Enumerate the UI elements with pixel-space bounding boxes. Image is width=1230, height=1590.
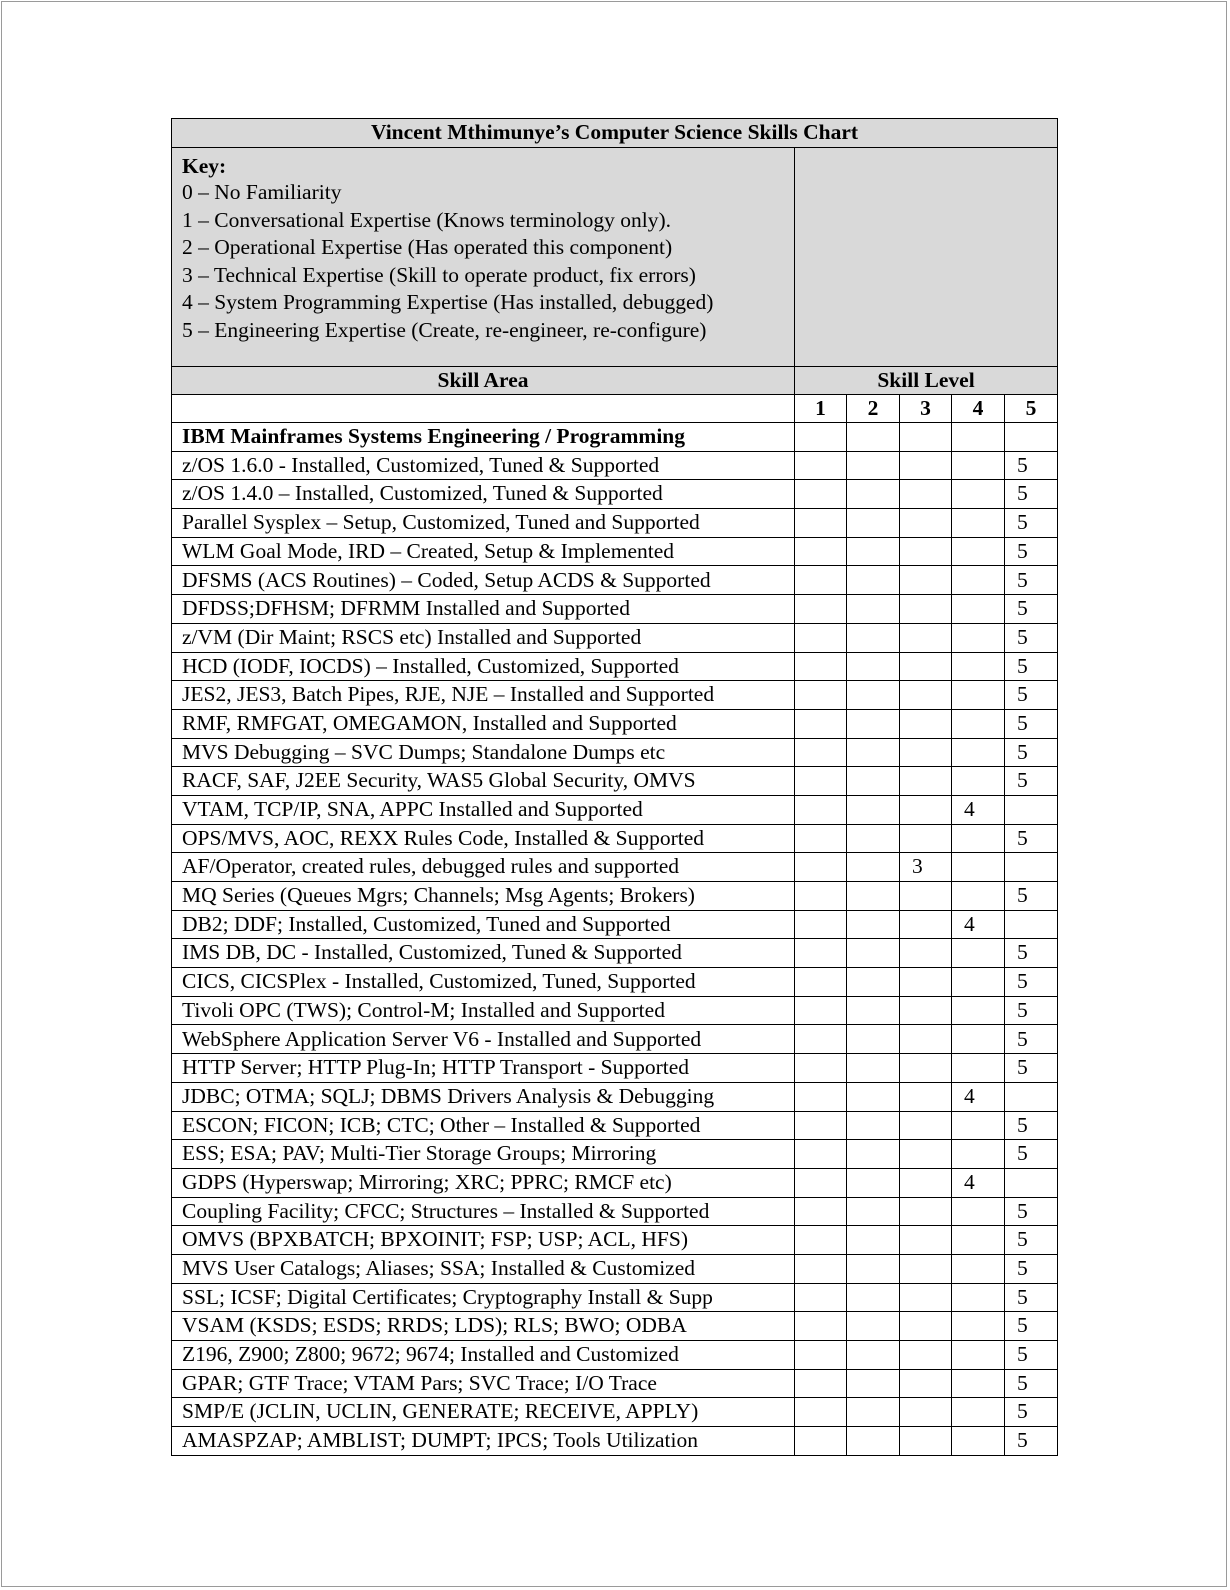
skill-name: SMP/E (JCLIN, UCLIN, GENERATE; RECEIVE, APPLY) — [172, 1398, 795, 1427]
empty-cell — [795, 1283, 847, 1312]
skill-level-value: 5 — [1005, 738, 1058, 767]
empty-cell — [795, 1140, 847, 1169]
empty-cell — [952, 1140, 1005, 1169]
empty-cell — [795, 1341, 847, 1370]
empty-cell — [1005, 795, 1058, 824]
empty-cell — [847, 738, 900, 767]
skill-level-value: 4 — [952, 1168, 1005, 1197]
skill-level-value: 5 — [1005, 996, 1058, 1025]
empty-cell — [847, 1369, 900, 1398]
empty-cell — [1005, 1082, 1058, 1111]
section-title: IBM Mainframes Systems Engineering / Programming — [172, 423, 795, 452]
table-row — [172, 1140, 1058, 1169]
empty-cell — [952, 853, 1005, 882]
empty-cell — [795, 681, 847, 710]
empty-cell — [952, 681, 1005, 710]
skill-level-value: 5 — [1005, 1341, 1058, 1370]
empty-cell — [847, 1140, 900, 1169]
empty-cell — [847, 1054, 900, 1083]
empty-cell — [952, 480, 1005, 509]
empty-cell — [795, 509, 847, 538]
empty-cell — [952, 709, 1005, 738]
empty-cell — [847, 1312, 900, 1341]
skill-name: AMASPZAP; AMBLIST; DUMPT; IPCS; Tools Utilization — [172, 1427, 795, 1456]
empty-cell — [952, 1427, 1005, 1456]
empty-cell — [900, 1168, 952, 1197]
empty-cell — [795, 939, 847, 968]
empty-cell — [847, 480, 900, 509]
skill-level-value: 5 — [1005, 1054, 1058, 1083]
empty-cell — [847, 709, 900, 738]
empty-cell — [900, 537, 952, 566]
empty-cell — [847, 939, 900, 968]
empty-cell — [847, 423, 900, 452]
table-row — [172, 1111, 1058, 1140]
table-row — [172, 1082, 1058, 1111]
table-row — [172, 1254, 1058, 1283]
empty-cell — [952, 1054, 1005, 1083]
key-item: 0 – No Familiarity — [182, 180, 342, 204]
skill-level-value: 5 — [1005, 451, 1058, 480]
empty-cell — [795, 968, 847, 997]
table-row — [172, 709, 1058, 738]
table-row — [172, 480, 1058, 509]
empty-cell — [952, 1398, 1005, 1427]
empty-cell — [795, 1398, 847, 1427]
skill-level-value: 5 — [1005, 537, 1058, 566]
empty-cell — [952, 423, 1005, 452]
empty-cell — [795, 1369, 847, 1398]
skill-name: z/VM (Dir Maint; RSCS etc) Installed and Supported — [172, 623, 795, 652]
empty-cell — [847, 537, 900, 566]
table-row — [172, 1369, 1058, 1398]
empty-cell — [847, 996, 900, 1025]
empty-cell — [795, 882, 847, 911]
table-row — [172, 767, 1058, 796]
empty-cell — [900, 423, 952, 452]
empty-cell — [847, 910, 900, 939]
skill-level-value: 5 — [1005, 1111, 1058, 1140]
empty-cell — [952, 939, 1005, 968]
empty-cell — [847, 1082, 900, 1111]
empty-cell — [900, 623, 952, 652]
empty-cell — [847, 767, 900, 796]
skill-name: Z196, Z900; Z800; 9672; 9674; Installed and Customized — [172, 1341, 795, 1370]
skill-name: GDPS (Hyperswap; Mirroring; XRC; PPRC; RMCF etc) — [172, 1168, 795, 1197]
empty-cell — [900, 882, 952, 911]
table-row — [172, 623, 1058, 652]
skill-name: DFSMS (ACS Routines) – Coded, Setup ACDS & Supported — [172, 566, 795, 595]
empty-cell — [847, 1226, 900, 1255]
skill-area-header: Skill Area — [172, 367, 795, 395]
empty-cell — [795, 595, 847, 624]
skill-name: SSL; ICSF; Digital Certificates; Cryptography Install & Supp — [172, 1283, 795, 1312]
skill-level-value: 5 — [1005, 767, 1058, 796]
empty-cell — [795, 1111, 847, 1140]
empty-cell — [847, 1111, 900, 1140]
skill-level-value: 5 — [1005, 1140, 1058, 1169]
skill-level-value: 5 — [1005, 1283, 1058, 1312]
empty-cell — [952, 1283, 1005, 1312]
empty-cell — [952, 1226, 1005, 1255]
empty-cell — [900, 681, 952, 710]
empty-cell — [952, 623, 1005, 652]
level-column-5: 5 — [1005, 395, 1058, 423]
empty-cell — [952, 1341, 1005, 1370]
skill-level-value: 5 — [1005, 623, 1058, 652]
empty-cell — [952, 1254, 1005, 1283]
empty-cell — [900, 1283, 952, 1312]
level-column-1: 1 — [795, 395, 847, 423]
skill-name: z/OS 1.6.0 - Installed, Customized, Tuned & Supported — [172, 451, 795, 480]
empty-cell — [795, 652, 847, 681]
skill-name: OMVS (BPXBATCH; BPXOINIT; FSP; USP; ACL, HFS) — [172, 1226, 795, 1255]
empty-cell — [795, 709, 847, 738]
empty-cell — [952, 1197, 1005, 1226]
table-row — [172, 652, 1058, 681]
empty-cell — [900, 738, 952, 767]
empty-cell — [900, 795, 952, 824]
skill-name: MVS User Catalogs; Aliases; SSA; Installed & Customized — [172, 1254, 795, 1283]
empty-cell — [952, 566, 1005, 595]
empty-cell — [900, 1427, 952, 1456]
skill-name: HCD (IODF, IOCDS) – Installed, Customized, Supported — [172, 652, 795, 681]
skill-name: GPAR; GTF Trace; VTAM Pars; SVC Trace; I/O Trace — [172, 1369, 795, 1398]
skill-level-value: 4 — [952, 795, 1005, 824]
empty-cell — [795, 1054, 847, 1083]
skill-name: MQ Series (Queues Mgrs; Channels; Msg Agents; Brokers) — [172, 882, 795, 911]
table-row — [172, 910, 1058, 939]
skill-level-value: 5 — [1005, 566, 1058, 595]
empty-cell — [900, 1082, 952, 1111]
empty-cell — [952, 738, 1005, 767]
empty-cell — [795, 566, 847, 595]
empty-cell — [900, 1111, 952, 1140]
skill-level-value: 5 — [1005, 709, 1058, 738]
empty-cell — [952, 595, 1005, 624]
empty-cell — [847, 1197, 900, 1226]
empty-cell — [900, 1312, 952, 1341]
empty-cell — [952, 882, 1005, 911]
key-item: 4 – System Programming Expertise (Has installed, debugged) — [182, 290, 714, 314]
skill-name: JDBC; OTMA; SQLJ; DBMS Drivers Analysis & Debugging — [172, 1082, 795, 1111]
skill-name: ESS; ESA; PAV; Multi-Tier Storage Groups; Mirroring — [172, 1140, 795, 1169]
empty-cell — [795, 1082, 847, 1111]
empty-cell — [847, 824, 900, 853]
level-column-3: 3 — [900, 395, 952, 423]
empty-cell — [900, 451, 952, 480]
skill-level-value: 5 — [1005, 1312, 1058, 1341]
skill-level-value: 5 — [1005, 509, 1058, 538]
key-legend — [172, 148, 795, 367]
empty-cell — [795, 795, 847, 824]
empty-cell — [900, 1341, 952, 1370]
empty-cell — [1005, 1168, 1058, 1197]
skill-level-value: 5 — [1005, 681, 1058, 710]
empty-cell — [847, 1398, 900, 1427]
empty-cell — [795, 1168, 847, 1197]
empty-cell — [900, 595, 952, 624]
skill-name: WebSphere Application Server V6 - Installed and Supported — [172, 1025, 795, 1054]
skill-level-value: 5 — [1005, 1025, 1058, 1054]
empty-cell — [952, 451, 1005, 480]
empty-cell — [795, 853, 847, 882]
empty-cell — [952, 824, 1005, 853]
empty-cell — [847, 1254, 900, 1283]
skill-name: JES2, JES3, Batch Pipes, RJE, NJE – Installed and Supported — [172, 681, 795, 710]
empty-cell — [952, 537, 1005, 566]
empty-cell — [900, 709, 952, 738]
skill-level-value: 4 — [952, 1082, 1005, 1111]
empty-cell — [795, 423, 847, 452]
empty-cell — [795, 1312, 847, 1341]
table-row — [172, 853, 1058, 882]
empty-cell — [900, 1226, 952, 1255]
skill-level-value: 5 — [1005, 480, 1058, 509]
empty-cell — [795, 738, 847, 767]
skill-level-value: 5 — [1005, 1226, 1058, 1255]
empty-cell — [952, 652, 1005, 681]
empty-cell — [900, 824, 952, 853]
table-row — [172, 1341, 1058, 1370]
empty-cell — [847, 681, 900, 710]
empty-cell — [795, 480, 847, 509]
table-row — [172, 824, 1058, 853]
chart-title: Vincent Mthimunye’s Computer Science Skills Chart — [172, 119, 1058, 148]
empty-cell — [952, 1312, 1005, 1341]
skill-level-value: 5 — [1005, 595, 1058, 624]
table-row — [172, 996, 1058, 1025]
empty-cell — [900, 767, 952, 796]
skill-name: VTAM, TCP/IP, SNA, APPC Installed and Supported — [172, 795, 795, 824]
table-row — [172, 537, 1058, 566]
skill-level-value: 5 — [1005, 1398, 1058, 1427]
skill-name: VSAM (KSDS; ESDS; RRDS; LDS); RLS; BWO; ODBA — [172, 1312, 795, 1341]
skill-level-value: 5 — [1005, 1369, 1058, 1398]
empty-cell — [900, 1025, 952, 1054]
empty-cell — [847, 968, 900, 997]
key-item: 2 – Operational Expertise (Has operated this component) — [182, 235, 673, 259]
empty-cell — [847, 1341, 900, 1370]
empty-cell — [952, 509, 1005, 538]
key-blank-cell — [795, 148, 1058, 367]
empty-cell — [795, 910, 847, 939]
empty-cell — [1005, 910, 1058, 939]
skill-name: Tivoli OPC (TWS); Control-M; Installed and Supported — [172, 996, 795, 1025]
key-heading: Key: — [182, 154, 227, 178]
empty-cell — [900, 910, 952, 939]
empty-cell — [900, 1369, 952, 1398]
empty-cell — [847, 1168, 900, 1197]
skill-level-value: 3 — [900, 853, 952, 882]
empty-cell — [847, 509, 900, 538]
skill-name: RACF, SAF, J2EE Security, WAS5 Global Security, OMVS — [172, 767, 795, 796]
empty-cell — [952, 1111, 1005, 1140]
empty-cell — [847, 595, 900, 624]
skill-name: DFDSS;DFHSM; DFRMM Installed and Supported — [172, 595, 795, 624]
empty-cell — [900, 480, 952, 509]
skill-name: z/OS 1.4.0 – Installed, Customized, Tuned & Supported — [172, 480, 795, 509]
empty-cell — [1005, 853, 1058, 882]
skill-level-value: 4 — [952, 910, 1005, 939]
empty-cell — [847, 1283, 900, 1312]
empty-cell — [952, 767, 1005, 796]
skill-level-value: 5 — [1005, 652, 1058, 681]
skill-name: CICS, CICSPlex - Installed, Customized, Tuned, Supported — [172, 968, 795, 997]
table-row — [172, 451, 1058, 480]
empty-cell — [847, 652, 900, 681]
empty-cell — [795, 1427, 847, 1456]
skill-level-value: 5 — [1005, 1254, 1058, 1283]
empty-cell — [1005, 423, 1058, 452]
empty-cell — [900, 1054, 952, 1083]
key-item: 1 – Conversational Expertise (Knows terminology only). — [182, 207, 672, 232]
empty-cell — [900, 1197, 952, 1226]
skill-level-value: 5 — [1005, 1427, 1058, 1456]
empty-cell — [795, 1197, 847, 1226]
level-column-4: 4 — [952, 395, 1005, 423]
empty-cell — [900, 1398, 952, 1427]
skill-level-value: 5 — [1005, 968, 1058, 997]
empty-cell — [795, 537, 847, 566]
empty-cell — [900, 996, 952, 1025]
table-row — [172, 1025, 1058, 1054]
empty-cell — [847, 882, 900, 911]
table-row — [172, 738, 1058, 767]
empty-cell — [847, 451, 900, 480]
empty-cell — [900, 1140, 952, 1169]
skill-level-header: Skill Level — [795, 367, 1058, 395]
skill-name: OPS/MVS, AOC, REXX Rules Code, Installed & Supported — [172, 824, 795, 853]
skill-level-value: 5 — [1005, 1197, 1058, 1226]
key-item: 3 – Technical Expertise (Skill to operate product, fix errors) — [182, 262, 696, 287]
empty-cell — [847, 1427, 900, 1456]
skills-chart-table — [171, 118, 1058, 1456]
table-row — [172, 1427, 1058, 1456]
skill-name: WLM Goal Mode, IRD – Created, Setup & Implemented — [172, 537, 795, 566]
empty-cell — [795, 824, 847, 853]
table-row — [172, 1197, 1058, 1226]
level-header-blank — [172, 395, 795, 423]
empty-cell — [952, 968, 1005, 997]
empty-cell — [900, 1254, 952, 1283]
table-row — [172, 1054, 1058, 1083]
empty-cell — [795, 1254, 847, 1283]
empty-cell — [847, 623, 900, 652]
empty-cell — [952, 996, 1005, 1025]
skill-level-value: 5 — [1005, 824, 1058, 853]
table-row — [172, 1226, 1058, 1255]
table-row — [172, 1398, 1058, 1427]
table-row — [172, 681, 1058, 710]
empty-cell — [900, 509, 952, 538]
skill-level-value: 5 — [1005, 882, 1058, 911]
empty-cell — [847, 566, 900, 595]
table-row — [172, 566, 1058, 595]
empty-cell — [900, 968, 952, 997]
skill-name: IMS DB, DC - Installed, Customized, Tuned & Supported — [172, 939, 795, 968]
empty-cell — [900, 652, 952, 681]
skill-name: DB2; DDF; Installed, Customized, Tuned and Supported — [172, 910, 795, 939]
empty-cell — [795, 623, 847, 652]
table-row — [172, 595, 1058, 624]
table-row — [172, 1168, 1058, 1197]
skill-name: MVS Debugging – SVC Dumps; Standalone Dumps etc — [172, 738, 795, 767]
table-row — [172, 882, 1058, 911]
skill-name: Parallel Sysplex – Setup, Customized, Tuned and Supported — [172, 509, 795, 538]
empty-cell — [795, 1025, 847, 1054]
table-row — [172, 1312, 1058, 1341]
empty-cell — [795, 767, 847, 796]
skill-name: Coupling Facility; CFCC; Structures – Installed & Supported — [172, 1197, 795, 1226]
empty-cell — [847, 853, 900, 882]
empty-cell — [847, 1025, 900, 1054]
table-row — [172, 1283, 1058, 1312]
empty-cell — [795, 1226, 847, 1255]
skill-name: RMF, RMFGAT, OMEGAMON, Installed and Supported — [172, 709, 795, 738]
skill-name: HTTP Server; HTTP Plug-In; HTTP Transport - Supported — [172, 1054, 795, 1083]
table-row — [172, 939, 1058, 968]
table-row — [172, 968, 1058, 997]
key-item: 5 – Engineering Expertise (Create, re-engineer, re-configure) — [182, 317, 707, 342]
skill-name: AF/Operator, created rules, debugged rules and supported — [172, 853, 795, 882]
table-row — [172, 509, 1058, 538]
empty-cell — [900, 939, 952, 968]
empty-cell — [952, 1369, 1005, 1398]
empty-cell — [900, 566, 952, 595]
table-row — [172, 795, 1058, 824]
skill-level-value: 5 — [1005, 939, 1058, 968]
level-column-2: 2 — [847, 395, 900, 423]
empty-cell — [952, 1025, 1005, 1054]
empty-cell — [847, 795, 900, 824]
empty-cell — [795, 996, 847, 1025]
empty-cell — [795, 451, 847, 480]
skill-name: ESCON; FICON; ICB; CTC; Other – Installed & Supported — [172, 1111, 795, 1140]
